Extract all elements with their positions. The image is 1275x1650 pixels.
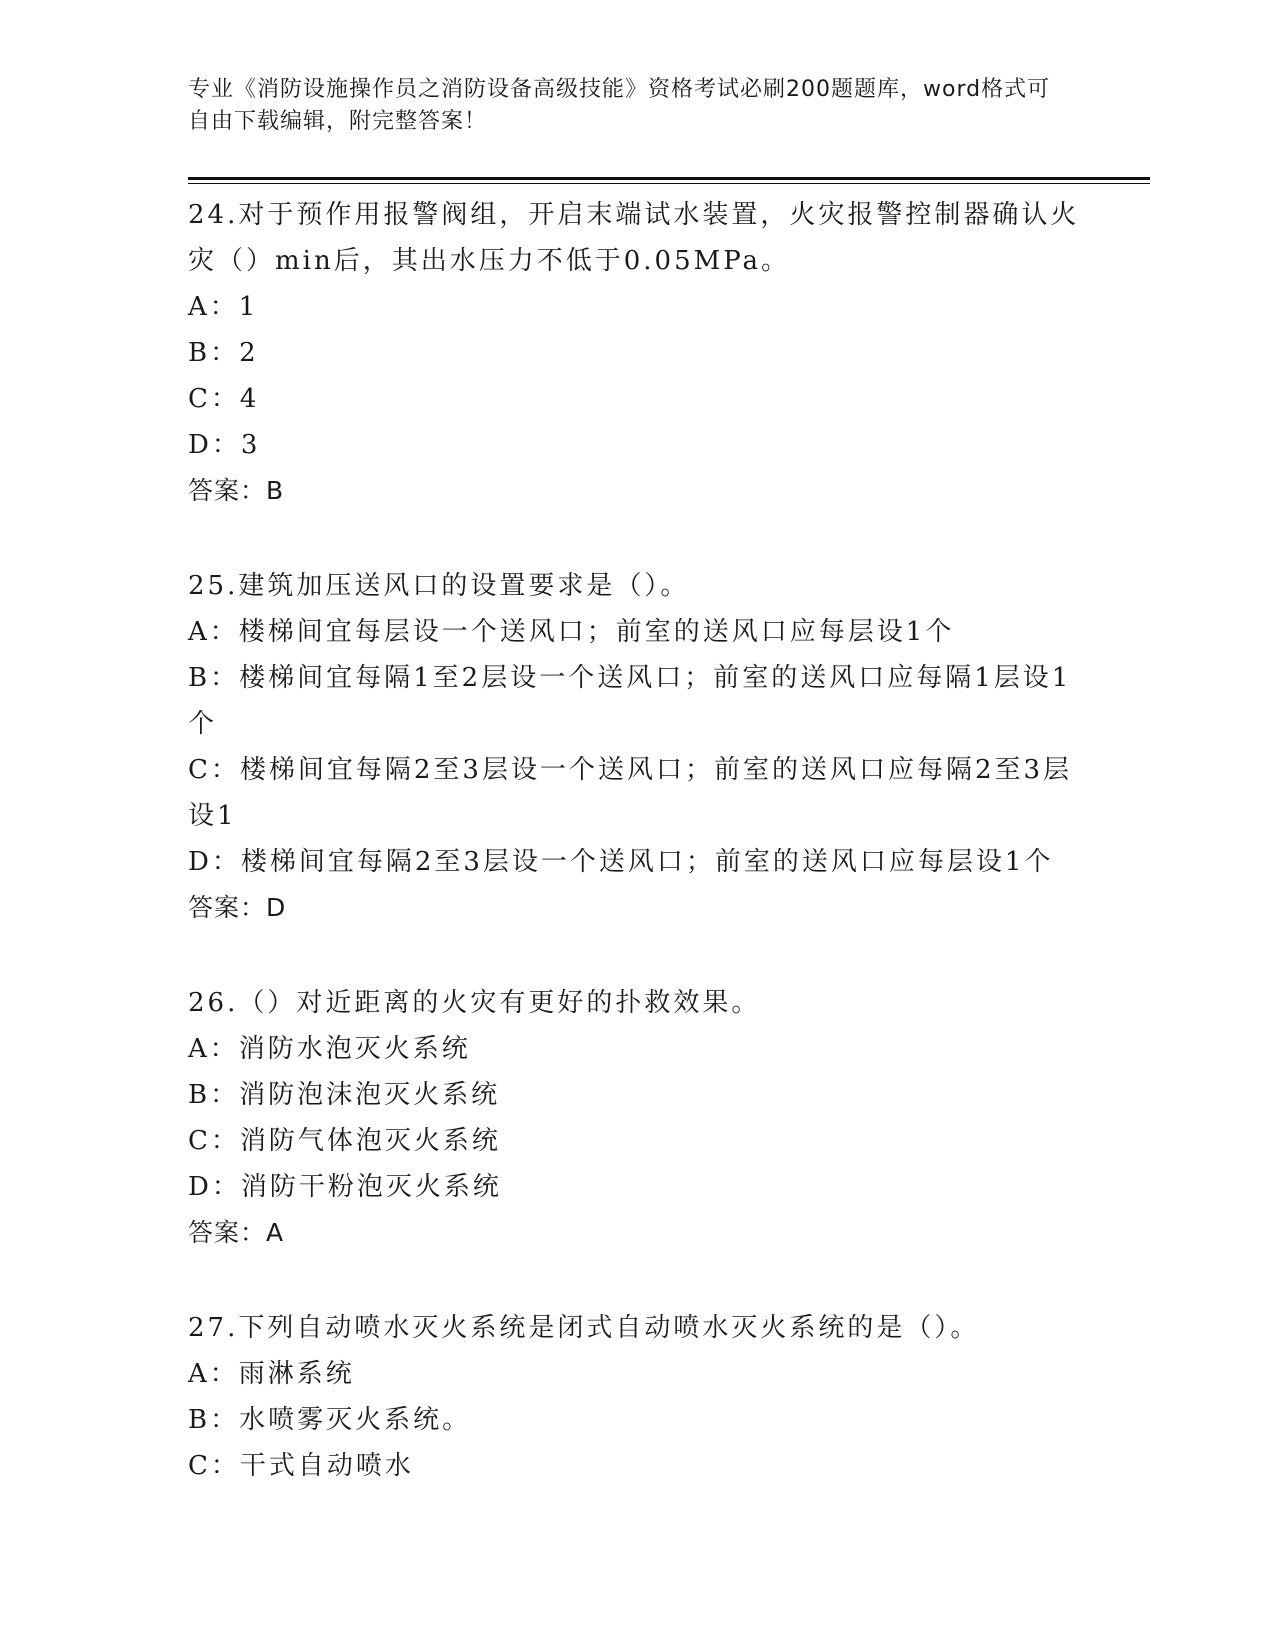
document-header: 专业《消防设施操作员之消防设备高级技能》资格考试必刷200题题库，word格式可自由下载编辑，附完整答案！ <box>188 77 1051 134</box>
answer: 答案：D <box>188 893 287 922</box>
answer: 答案：A <box>188 1218 285 1247</box>
question-25 <box>188 563 1088 931</box>
option-a: A：雨淋系统 <box>188 1359 355 1389</box>
option-c: C：消防气体泡灭火系统 <box>188 1126 501 1156</box>
option-c: C：楼梯间宜每隔2至3层设一个送风口；前室的送风口应每隔2至3层设1 <box>188 755 1073 831</box>
option-c: C：4 <box>188 384 260 414</box>
question-26 <box>188 980 1088 1256</box>
question-24 <box>188 192 1088 514</box>
question-27 <box>188 1305 1088 1489</box>
option-d: D：消防干粉泡灭火系统 <box>188 1172 502 1202</box>
option-b: B：水喷雾灭火系统。 <box>188 1405 472 1435</box>
question-stem: 27.下列自动喷水灭火系统是闭式自动喷水灭火系统的是（）。 <box>188 1313 980 1343</box>
header-divider-thick <box>188 177 1150 180</box>
question-stem: 26.（）对近距离的火灾有更好的扑救效果。 <box>188 988 761 1018</box>
option-c: C：干式自动喷水 <box>188 1451 414 1481</box>
question-stem: 24.对于预作用报警阀组，开启末端试水装置，火灾报警控制器确认火灾（）min后，其出水压力不低于0.05MPa。 <box>188 200 1080 276</box>
option-a: A：1 <box>188 292 259 322</box>
option-a: A：消防水泡灭火系统 <box>188 1034 471 1064</box>
option-b: B：楼梯间宜每隔1至2层设一个送风口；前室的送风口应每隔1层设1个 <box>188 663 1072 739</box>
option-b: B：2 <box>188 338 259 368</box>
answer: 答案：B <box>188 476 285 505</box>
question-stem: 25.建筑加压送风口的设置要求是（）。 <box>188 571 690 601</box>
option-d: D：3 <box>188 430 261 460</box>
option-b: B：消防泡沫泡灭火系统 <box>188 1080 501 1110</box>
option-a: A：楼梯间宜每层设一个送风口；前室的送风口应每层设1个 <box>188 617 955 647</box>
header-divider-thin <box>188 183 1150 184</box>
question-list <box>188 188 1088 1489</box>
option-d: D：楼梯间宜每隔2至3层设一个送风口；前室的送风口应每层设1个 <box>188 847 1054 877</box>
